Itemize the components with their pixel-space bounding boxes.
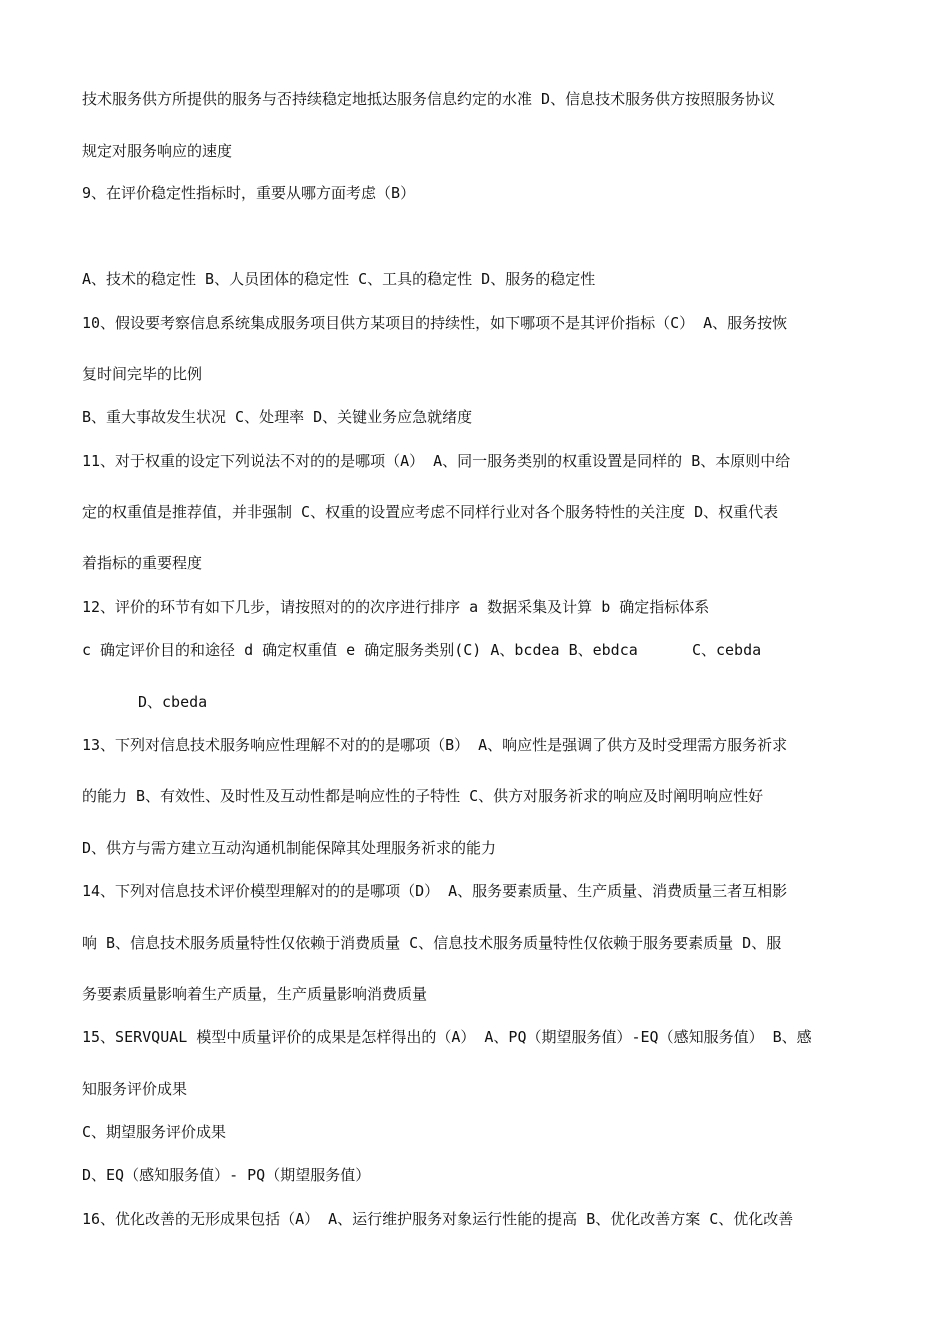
question-16: 16、优化改善的无形成果包括（A） A、运行维护服务对象运行性能的提高 B、优化改善方案 C、优化改善 <box>82 1210 794 1228</box>
text-line: 定的权重值是推荐值，并非强制 C、权重的设置应考虑不同样行业对各个服务特性的关注度 D、权重代表 <box>82 503 779 521</box>
text-line: 响 B、信息技术服务质量特性仅依赖于消费质量 C、信息技术服务质量特性仅依赖于服务要素质量 D、服 <box>82 934 782 952</box>
text-line: 知服务评价成果 <box>82 1080 188 1098</box>
question-9: 9、在评价稳定性指标时，重要从哪方面考虑（B） <box>82 184 416 202</box>
question-15: 15、SERVQUAL 模型中质量评价的成果是怎样得出的（A） A、PQ（期望服务值）-EQ（感知服务值） B、感 <box>82 1028 812 1046</box>
text-line: D、EQ（感知服务值）- PQ（期望服务值） <box>82 1166 371 1184</box>
text-line: 规定对服务响应的速度 <box>82 142 233 160</box>
text-line: D、供方与需方建立互动沟通机制能保障其处理服务祈求的能力 <box>82 839 497 857</box>
text-line: 务要素质量影响着生产质量，生产质量影响消费质量 <box>82 985 428 1003</box>
text-line: 的能力 B、有效性、及时性及互动性都是响应性的子特性 C、供方对服务祈求的响应及时阐明响应性好 <box>82 787 764 805</box>
text-line: B、重大事故发生状况 C、处理率 D、关键业务应急就绪度 <box>82 408 473 426</box>
question-14: 14、下列对信息技术评价模型理解对的的是哪项（D） A、服务要素质量、生产质量、消费质量三者互相影 <box>82 882 788 900</box>
text-line: C、期望服务评价成果 <box>82 1123 227 1141</box>
text-line: c 确定评价目的和途径 d 确定权重值 e 确定服务类别(C) A、bcdea B、ebdca C、cebda <box>82 641 762 659</box>
text-line: A、技术的稳定性 B、人员团体的稳定性 C、工具的稳定性 D、服务的稳定性 <box>82 270 596 288</box>
question-11: 11、对于权重的设定下列说法不对的的是哪项（A） A、同一服务类别的权重设置是同样的 B、本原则中给 <box>82 452 791 470</box>
text-line: 复时间完毕的比例 <box>82 365 203 383</box>
question-13: 13、下列对信息技术服务响应性理解不对的的是哪项（B） A、响应性是强调了供方及时受理需方服务祈求 <box>82 736 788 754</box>
question-10: 10、假设要考察信息系统集成服务项目供方某项目的持续性，如下哪项不是其评价指标（C） A、服务按恢 <box>82 314 788 332</box>
question-12: 12、评价的环节有如下几步，请按照对的的次序进行排序 a 数据采集及计算 b 确定指标体系 <box>82 598 710 616</box>
text-line: 技术服务供方所提供的服务与否持续稳定地抵达服务信息约定的水准 D、信息技术服务供方按照服务协议 <box>82 90 776 108</box>
text-line: 着指标的重要程度 <box>82 554 203 572</box>
text-line: D、cbeda <box>138 693 208 711</box>
